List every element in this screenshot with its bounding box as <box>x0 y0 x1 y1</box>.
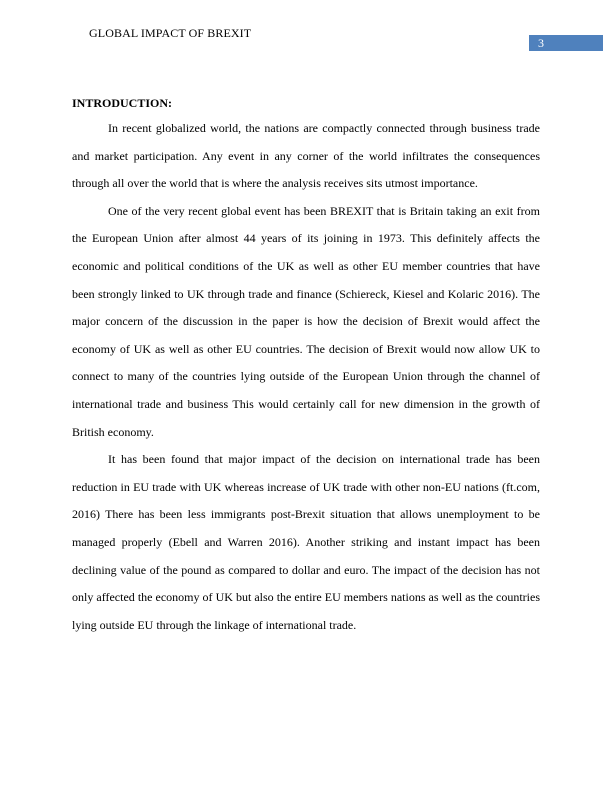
paragraph-2: One of the very recent global event has been BREXIT that is Britain taking an exit from the European Union after almost 44 years of its joining in 1973. This definitely affects the economic and political conditions of the UK as well as other EU member countries that have been strongly linked to UK through trade and finance (Schiereck, Kiesel and Kolaric 2016). The major concern of the discussion in the paper is how the decision of Brexit would affect the economy of UK as well as other EU countries. The decision of Brexit would now allow UK to connect to many of the countries lying outside of the European Union through the channel of international trade and business This would certainly call for new dimension in the growth of British economy. <box>72 203 540 439</box>
paragraph-1: In recent globalized world, the nations are compactly connected through business trade and market participation. Any event in any corner of the world infiltrates the consequences through all over the world that is where the analysis receives sits utmost importance. <box>72 121 540 191</box>
body-text <box>72 91 540 639</box>
paragraph-3: It has been found that major impact of the decision on international trade has been reduction in EU trade with UK whereas increase of UK trade with other non-EU nations (ft.com, 2016) There has been less immigrants post-Brexit situation that allows unemployment to be managed properly (Ebell and Warren 2016). Another striking and instant impact has been declining value of the pound as compared to dollar and euro. The impact of the decision has not only affected the economy of UK but also the entire EU members nations as well as the countries lying outside EU through the linkage of international trade. <box>72 452 540 632</box>
running-head: GLOBAL IMPACT OF BREXIT <box>89 26 252 40</box>
page-number: 3 <box>538 36 544 50</box>
section-heading: INTRODUCTION: <box>72 96 173 110</box>
page-number-box <box>529 35 603 51</box>
